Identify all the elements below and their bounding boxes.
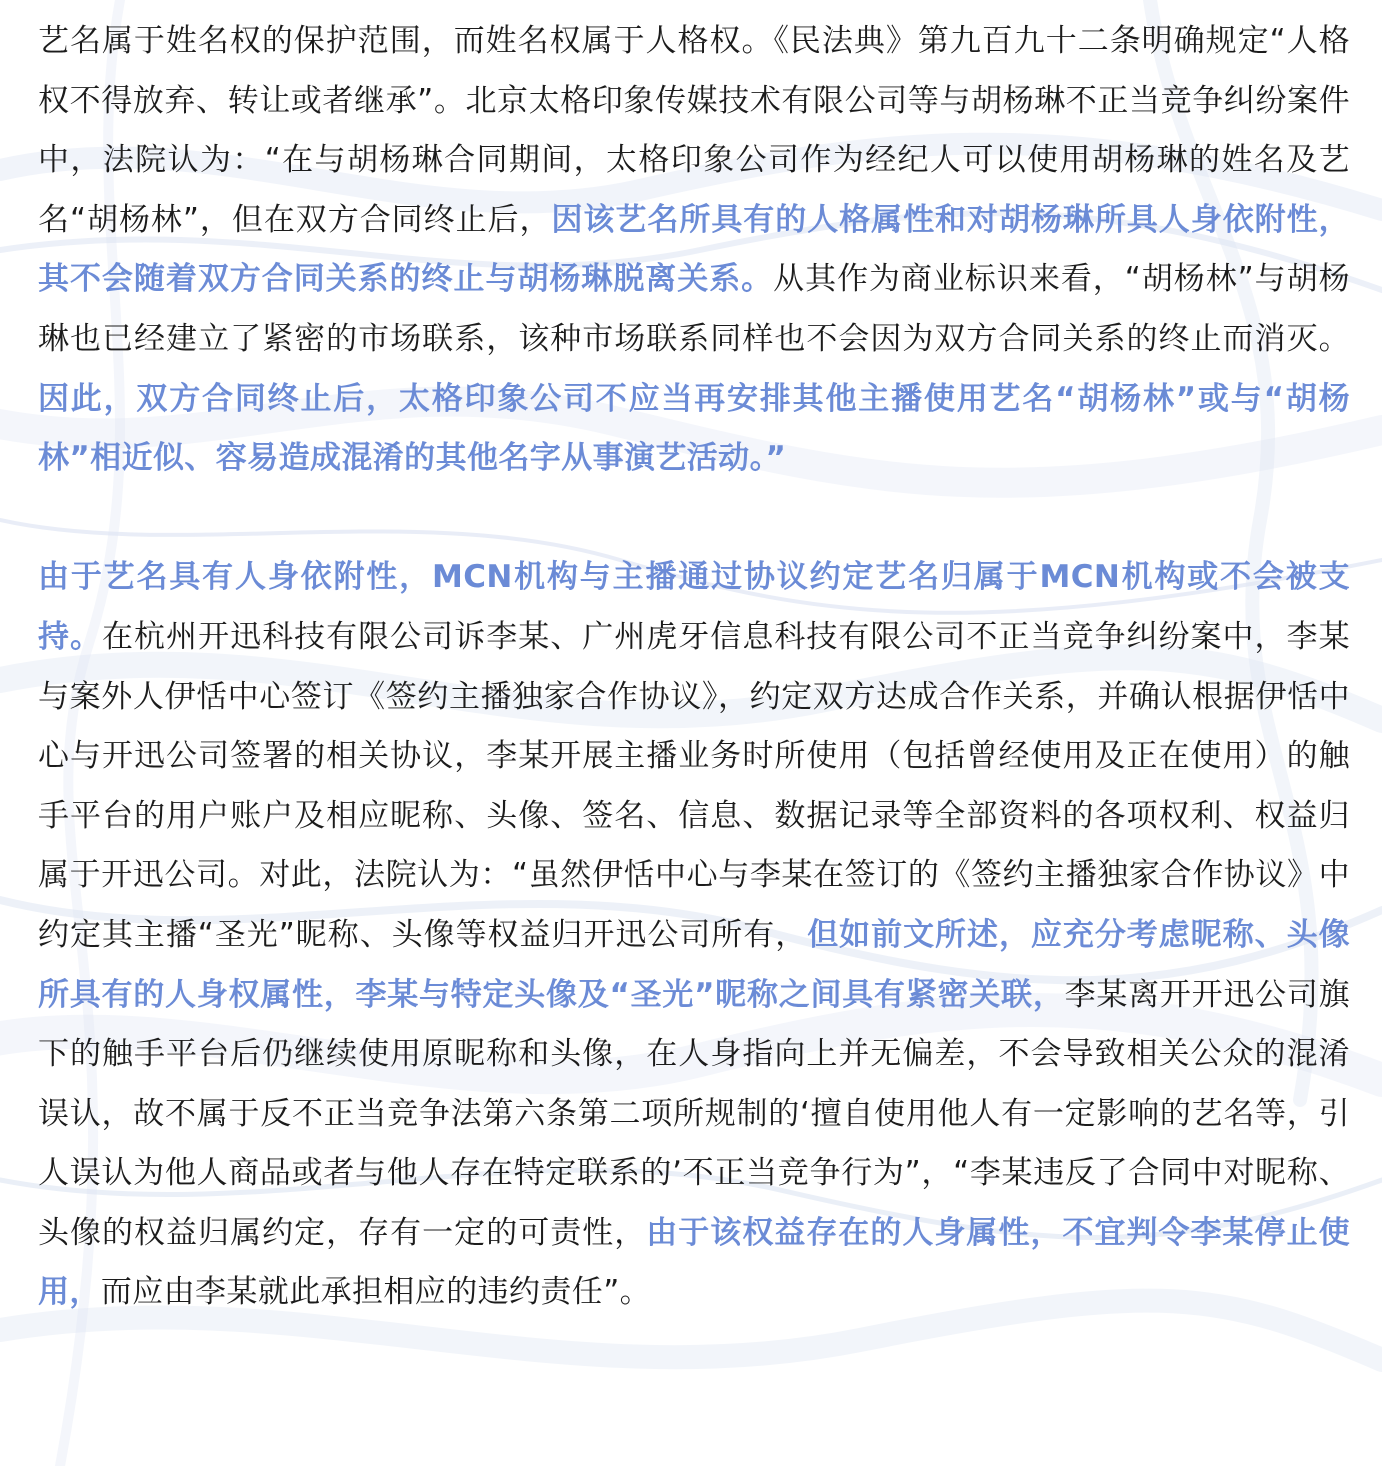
highlighted-text-segment: 因该艺名所具有的人格属性和对胡杨琳所具人身依附性，其不会随着双方合同关系的终止与胡杨琳脱离关系。 xyxy=(38,201,1351,298)
paragraph-stage-name-personality-right xyxy=(38,12,1350,489)
article-body xyxy=(38,12,1350,1323)
text-segment: 艺名属于姓名权的保护范围，而姓名权属于人格权。《民法典》第九百九十二条明确规定“人格权不得放弃、转让或者继承”。北京太格印象传媒技术有限公司等与胡杨琳不正当竞争纠纷案件中，法院认为：“在与胡杨琳合同期间，太格印象公司作为经纪人可以使用胡杨琳的姓名及艺名“胡杨林”，但在双方合同终止后， xyxy=(38,23,1350,238)
highlighted-text-segment: 由于艺名具有人身依附性，MCN机构与主播通过协议约定艺名归属于MCN机构或不会被支持。 xyxy=(38,559,1350,655)
highlighted-text-segment: 但如前文所述，应充分考虑昵称、头像所具有的人身权属性，李某与特定头像及“圣光”昵称之间具有紧密关联， xyxy=(38,916,1350,1013)
paragraph-mcn-agreement xyxy=(38,548,1350,1323)
text-segment: 李某离开开迅公司旗下的触手平台后仍继续使用原昵称和头像，在人身指向上并无偏差，不会导致相关公众的混淆误认，故不属于反不正当竞争法第六条第二项所规制的‘擅自使用他人有一定影响的艺名等，引人误认为他人商品或者与他人存在特定联系的’不正当竞争行为”，“李某违反了合同中对昵称、头像的权益归属约定，存有一定的可责性， xyxy=(38,976,1350,1251)
text-segment: 在杭州开迅科技有限公司诉李某、广州虎牙信息科技有限公司不正当竞争纠纷案中，李某与案外人伊恬中心签订《签约主播独家合作协议》，约定双方达成合作关系，并确认根据伊恬中心与开迅公司签署的相关协议，李某开展主播业务时所使用（包括曾经使用及正在使用）的触手平台的用户账户及相应昵称、头像、签名、信息、数据记录等全部资料的各项权利、权益归属于开迅公司。对此，法院认为：“虽然伊恬中心与李某在签订的《签约主播独家合作协议》中约定其主播“圣光”昵称、头像等权益归开迅公司所有， xyxy=(38,618,1350,953)
text-segment: 从其作为商业标识来看，“胡杨林”与胡杨琳也已经建立了紧密的市场联系，该种市场联系同样也不会因为双方合同关系的终止而消灭。 xyxy=(38,261,1351,357)
text-segment: 而应由李某就此承担相应的违约责任”。 xyxy=(100,1274,652,1311)
highlighted-text-segment: 由于该权益存在的人身属性，不宜判令李某停止使用， xyxy=(38,1214,1350,1311)
highlighted-text-segment: 因此，双方合同终止后，太格印象公司不应当再安排其他主播使用艺名“胡杨林”或与“胡杨林”相近似、容易造成混淆的其他名字从事演艺活动。” xyxy=(38,380,1350,477)
